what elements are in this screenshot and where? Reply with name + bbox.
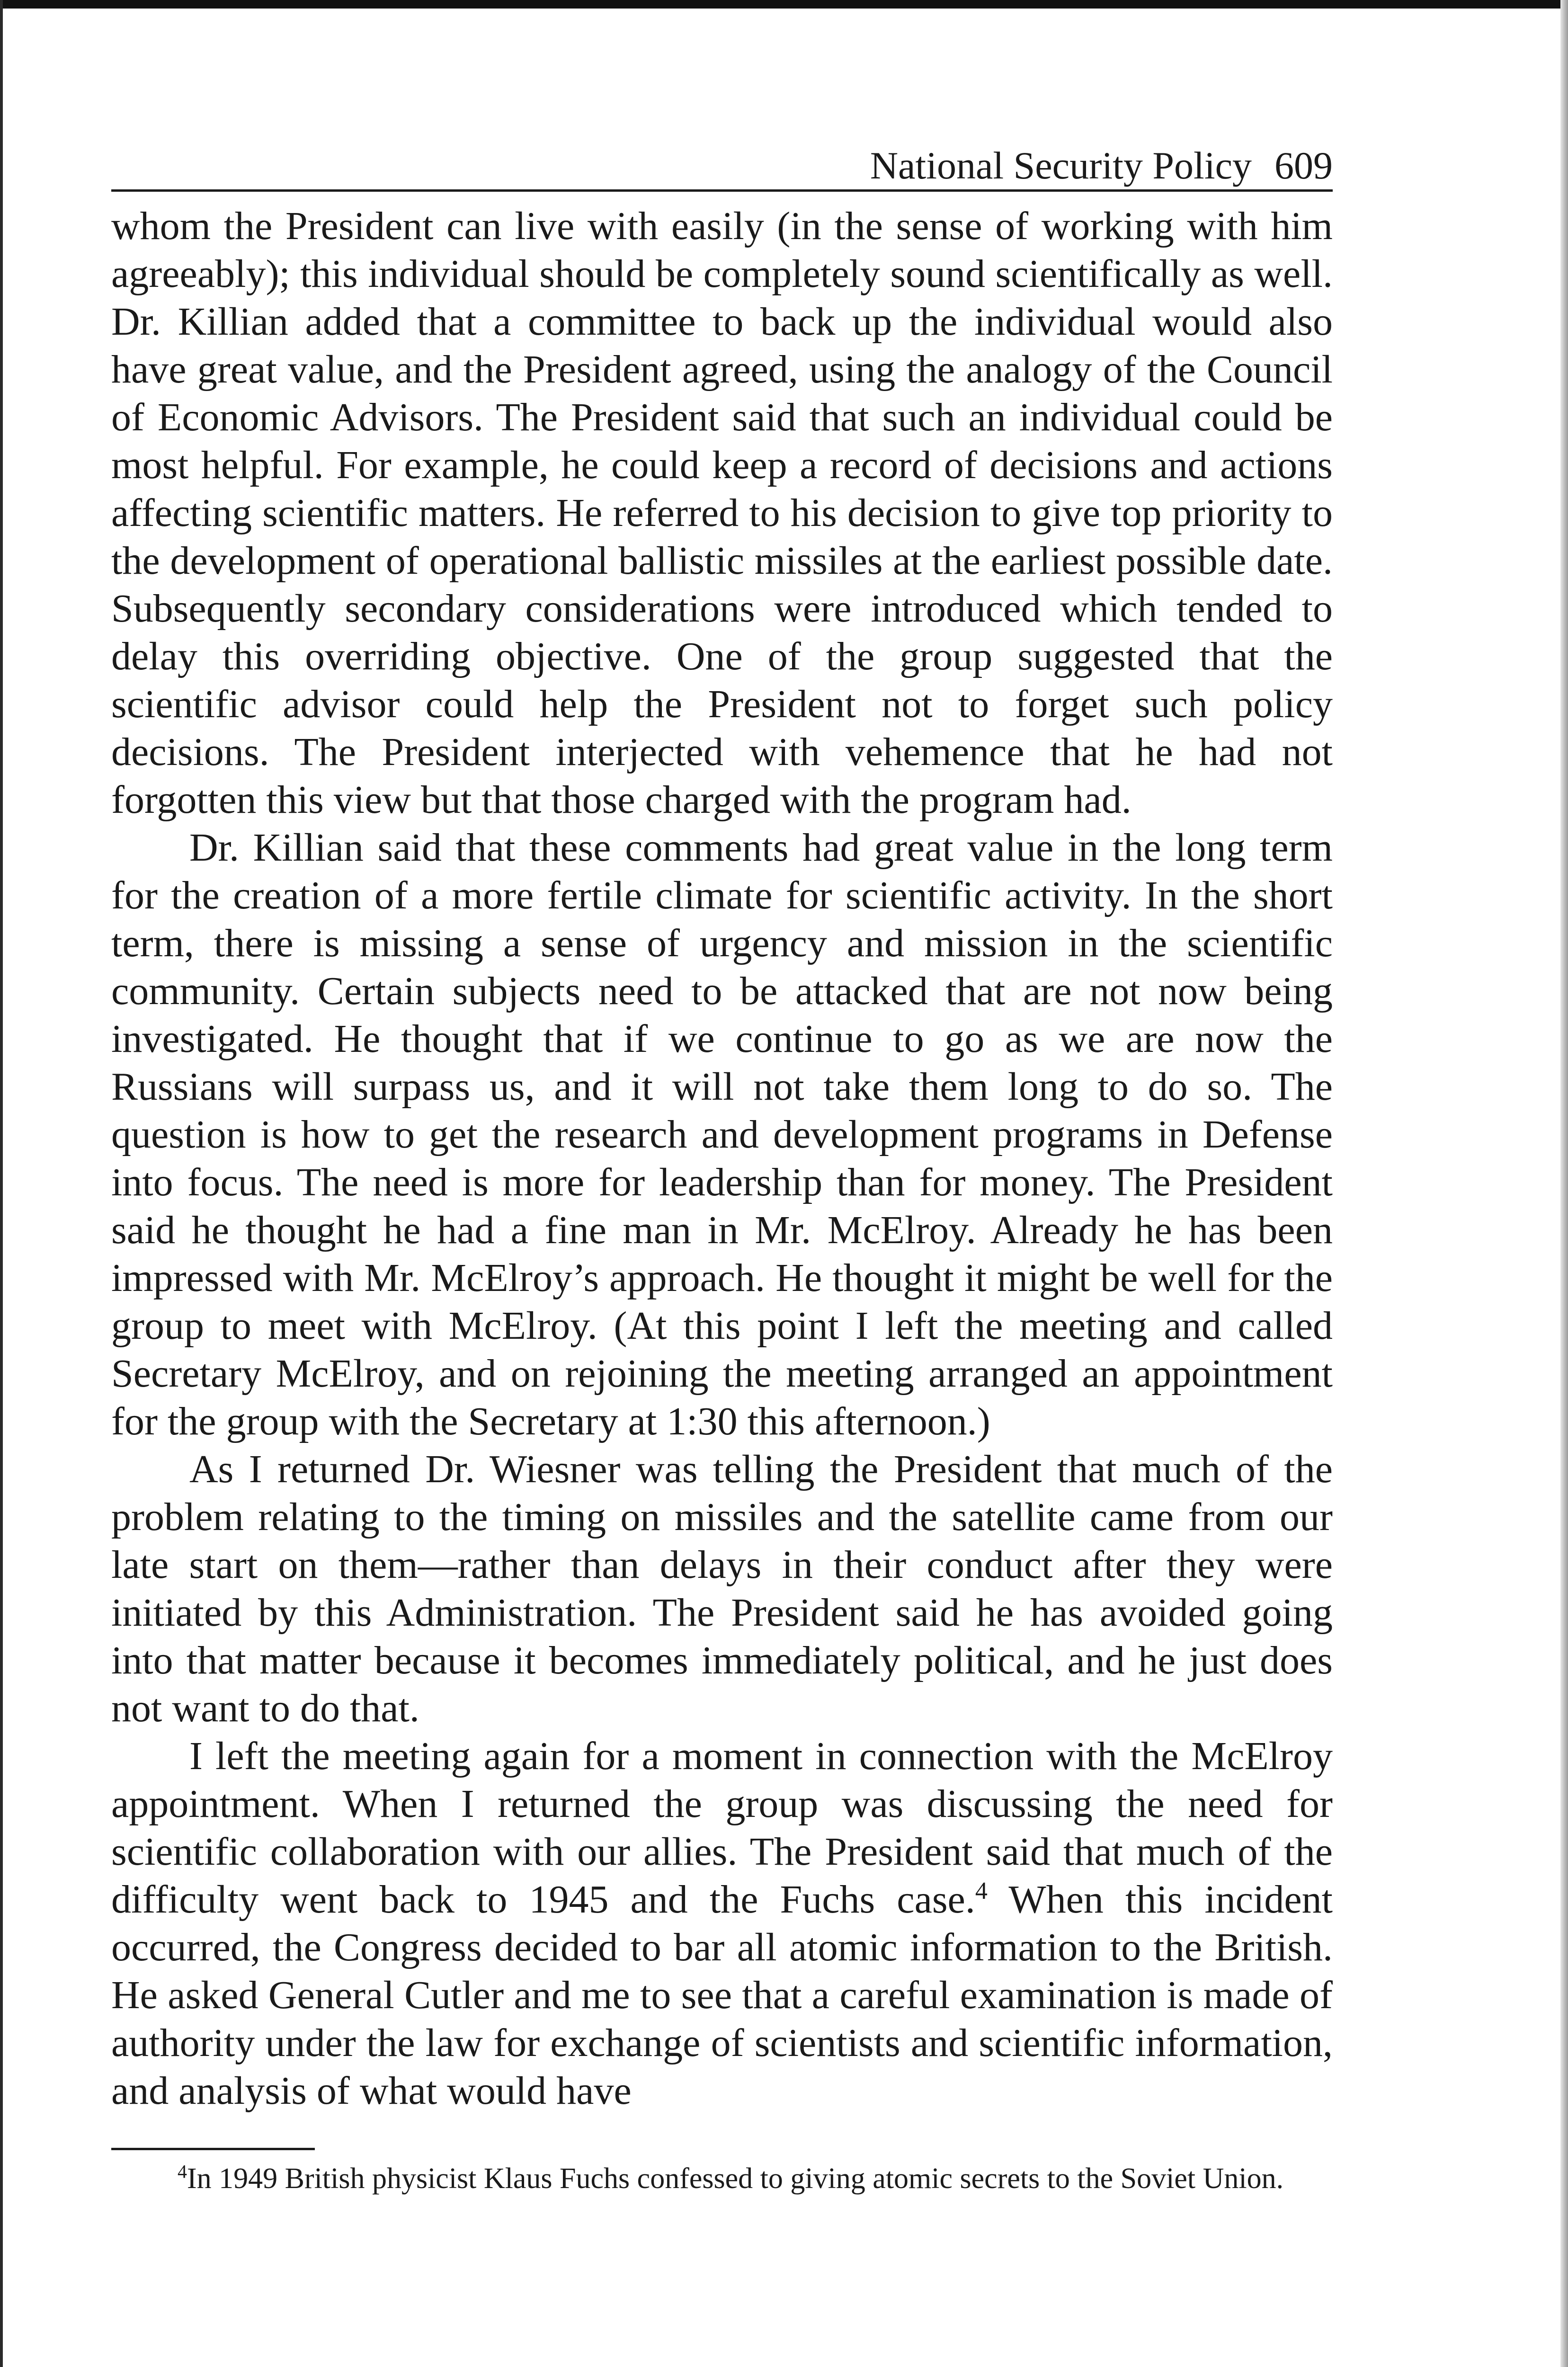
paragraph-2: Dr. Killian said that these comments had great value in the long term for the creation of a more fertile climate for scientific activity. In the short term, there is missing a sense of urgency and mission in the scientific community. Certain subjects need to be attacked that are not now being investigated. He thought that if we continue to go as we are now the Russians will surpass us, and it will not take them long to do so. The question is how to get the research and development programs in Defense into focus. The need is more for leadership than for money. The President said he thought he had a fine man in Mr. McElroy. Already he has been impressed with Mr. McElroy’s approach. He thought it might be well for the group to meet with McElroy. (At this point I left the meeting and called Secretary McElroy, and on rejoining the meeting arranged an appointment for the group with the Secretary at 1:30 this afternoon.) — [111, 826, 1333, 1443]
footnote-text: In 1949 British physicist Klaus Fuchs confessed to giving atomic secrets to the Soviet Union. — [187, 2162, 1284, 2195]
paragraph-4-part-1: I left the meeting again for a moment in connection with the McElroy appointment. When I returned the group was discussing the need for scientific collaboration with our allies. The President said that much of the difficulty went back to 1945 and the Fuchs case. — [111, 1734, 1333, 1922]
page-number: 609 — [1274, 144, 1333, 187]
footnote — [111, 2161, 1333, 2197]
scan-top-edge — [0, 0, 1568, 9]
scan-right-edge — [1560, 0, 1568, 2367]
paragraph-3: As I returned Dr. Wiesner was telling the President that much of the problem relating to the timing on missiles and the satellite came from our late start on them—rather than delays in their conduct after they were initiated by this Administration. The President said he has avoided going into that matter because it becomes immediately political, and he just does not want to do that. — [111, 1447, 1333, 1730]
paragraph-4 — [111, 1732, 1333, 2115]
book-page — [111, 142, 1333, 2197]
running-head-title: National Security Policy — [870, 144, 1252, 187]
footnote-rule — [111, 2148, 315, 2150]
scan-left-edge — [0, 0, 3, 2367]
paragraph-4-part-2: When this incident occurred, the Congress decided to bar all atomic information to the British. He asked General Cutler and me to see that a careful examination is made of authority under the law for exchange of scientists and scientific information, and analysis of what would have — [111, 1878, 1333, 2113]
running-head — [111, 142, 1333, 192]
footnote-reference: 4 — [975, 1878, 988, 1904]
paragraph-1: whom the President can live with easily (in the sense of working with him agreeably); this individual should be completely sound scientifically as well. Dr. Killian added that a committee to back up the individual would also have great value, and the President agreed, using the analogy of the Council of Economic Advisors. The President said that such an individual could be most helpful. For example, he could keep a record of decisions and actions affecting scientific matters. He referred to his decision to give top priority to the development of operational ballistic missiles at the earliest possible date. Subsequently secondary considerations were introduced which tended to delay this overriding objective. One of the group suggested that the scientific advisor could help the President not to forget such policy decisions. The President interjected with vehemence that he had not forgotten this view but that those charged with the program had. — [111, 204, 1333, 822]
footnote-number: 4 — [178, 2161, 187, 2182]
body-text — [111, 202, 1333, 2115]
